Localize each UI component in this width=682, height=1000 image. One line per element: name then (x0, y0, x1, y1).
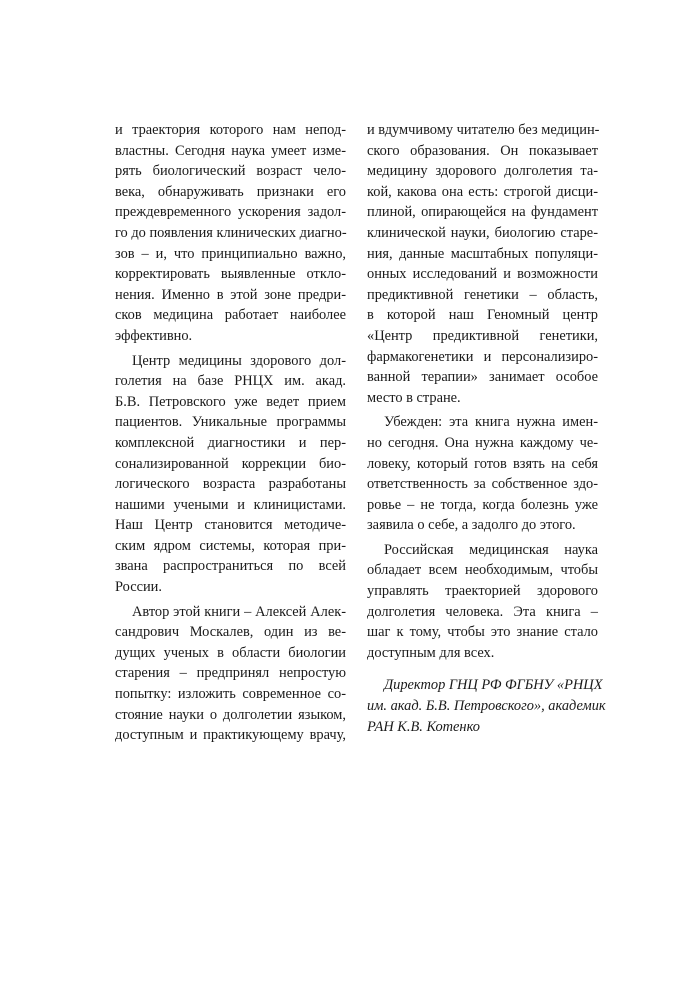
signature-line: РАН К.В. Котенко (367, 718, 480, 735)
signature-block (367, 675, 606, 737)
right-column (367, 120, 606, 737)
text-line: логического возраста разработаны (115, 476, 346, 493)
text-line: пациентов. Уникальные программы (115, 414, 346, 431)
text-line: корректировать выявленные откло- (115, 266, 346, 283)
text-line: старения – предпринял непростую (115, 665, 346, 682)
paragraph (367, 540, 598, 664)
text-line: ответственность за собственное здо- (367, 476, 598, 493)
text-line: место в стране. (367, 389, 461, 406)
text-line: эффективно. (115, 327, 193, 344)
text-line: и вдумчивому читателю без медицин- (367, 122, 600, 138)
text-line: заявила о себе, а задолго до этого. (367, 517, 576, 534)
signature-line: им. акад. Б.В. Петровского», академик (367, 698, 606, 715)
text-line: в которой наш Геномный центр (367, 307, 598, 324)
text-line: Автор этой книги – Алексей Алек- (132, 603, 346, 620)
text-line: Центр медицины здорового дол- (132, 352, 346, 369)
text-line: сандрович Москалев, один из ве- (115, 624, 346, 641)
text-line: и траектория которого нам непод- (115, 122, 346, 138)
text-line: рять биологический возраст чело- (115, 163, 346, 180)
left-column (115, 120, 346, 746)
text-line: нашими учеными и клиницистами. (115, 496, 346, 513)
text-line: плиной, опирающейся на фундамент (367, 204, 598, 221)
text-line: ловеку, который готов взять на себя (367, 455, 598, 472)
text-line: голетия на базе РНЦХ им. акад. (115, 373, 346, 390)
text-line: Б.В. Петровского уже ведет прием (115, 393, 346, 410)
paragraph (115, 351, 346, 598)
paragraph (367, 412, 598, 536)
text-line: доступным и практикующему врачу, (115, 727, 346, 744)
text-line: го до появления клинических диагно- (115, 224, 347, 241)
text-line: дущих ученых в области биологии (115, 644, 346, 661)
text-line: властны. Сегодня наука умеет изме- (115, 142, 346, 159)
paragraph (115, 120, 346, 347)
text-line: но сегодня. Она нужна каждому че- (367, 434, 598, 451)
text-line: стояние науки о долголетии языком, (115, 706, 346, 723)
text-line: шаг к тому, чтобы это знание стало (367, 624, 598, 641)
text-line: зов – и, что принципиально важно, (115, 245, 346, 262)
text-line: сонализированной коррекции био- (115, 455, 346, 472)
text-line: сков медицина работает наиболее (115, 307, 346, 324)
text-line: звана распространиться по всей (115, 558, 346, 575)
text-line: века, обнаруживать признаки его (115, 183, 346, 200)
text-line: онных исследований и возможности (367, 266, 598, 283)
text-line: медицину здорового долголетия та- (367, 163, 598, 180)
text-line: ского образования. Он показывает (367, 142, 598, 159)
text-line: кой, какова она есть: строгой дисци- (367, 183, 598, 200)
text-line: клинической науки, биологию старе- (367, 224, 598, 241)
text-line: Наш Центр становится методиче- (115, 517, 346, 534)
text-line: России. (115, 579, 162, 596)
paragraph (367, 120, 598, 408)
text-line: предиктивной генетики – область, (367, 286, 598, 303)
text-line: ния, данные масштабных популяци- (367, 245, 598, 262)
text-line: преждевременного ускорения задол- (115, 204, 346, 221)
text-line: Российская медицинская наука (384, 541, 598, 558)
text-line: обладает всем необходимым, чтобы (367, 562, 598, 579)
text-line: управлять траекторией здорового (367, 583, 598, 600)
text-line: Убежден: эта книга нужна имен- (384, 414, 598, 431)
signature-line: Директор ГНЦ РФ ФГБНУ «РНЦХ (384, 677, 603, 694)
text-line: ровье – не тогда, когда болезнь уже (367, 496, 598, 513)
text-line: «Центр предиктивной генетики, (367, 327, 598, 344)
text-line: ским ядром системы, которая при- (115, 537, 346, 554)
text-line: комплексной диагностики и пер- (115, 434, 346, 451)
text-line: попытку: изложить современное со- (115, 686, 346, 703)
text-line: ванной терапии» занимает особое (367, 369, 598, 386)
text-line: долголетия человека. Эта книга – (367, 603, 598, 620)
paragraph (115, 602, 346, 746)
text-line: нения. Именно в этой зоне предри- (115, 286, 346, 303)
text-line: доступным для всех. (367, 644, 495, 661)
text-line: фармакогенетики и персонализиро- (367, 348, 598, 365)
